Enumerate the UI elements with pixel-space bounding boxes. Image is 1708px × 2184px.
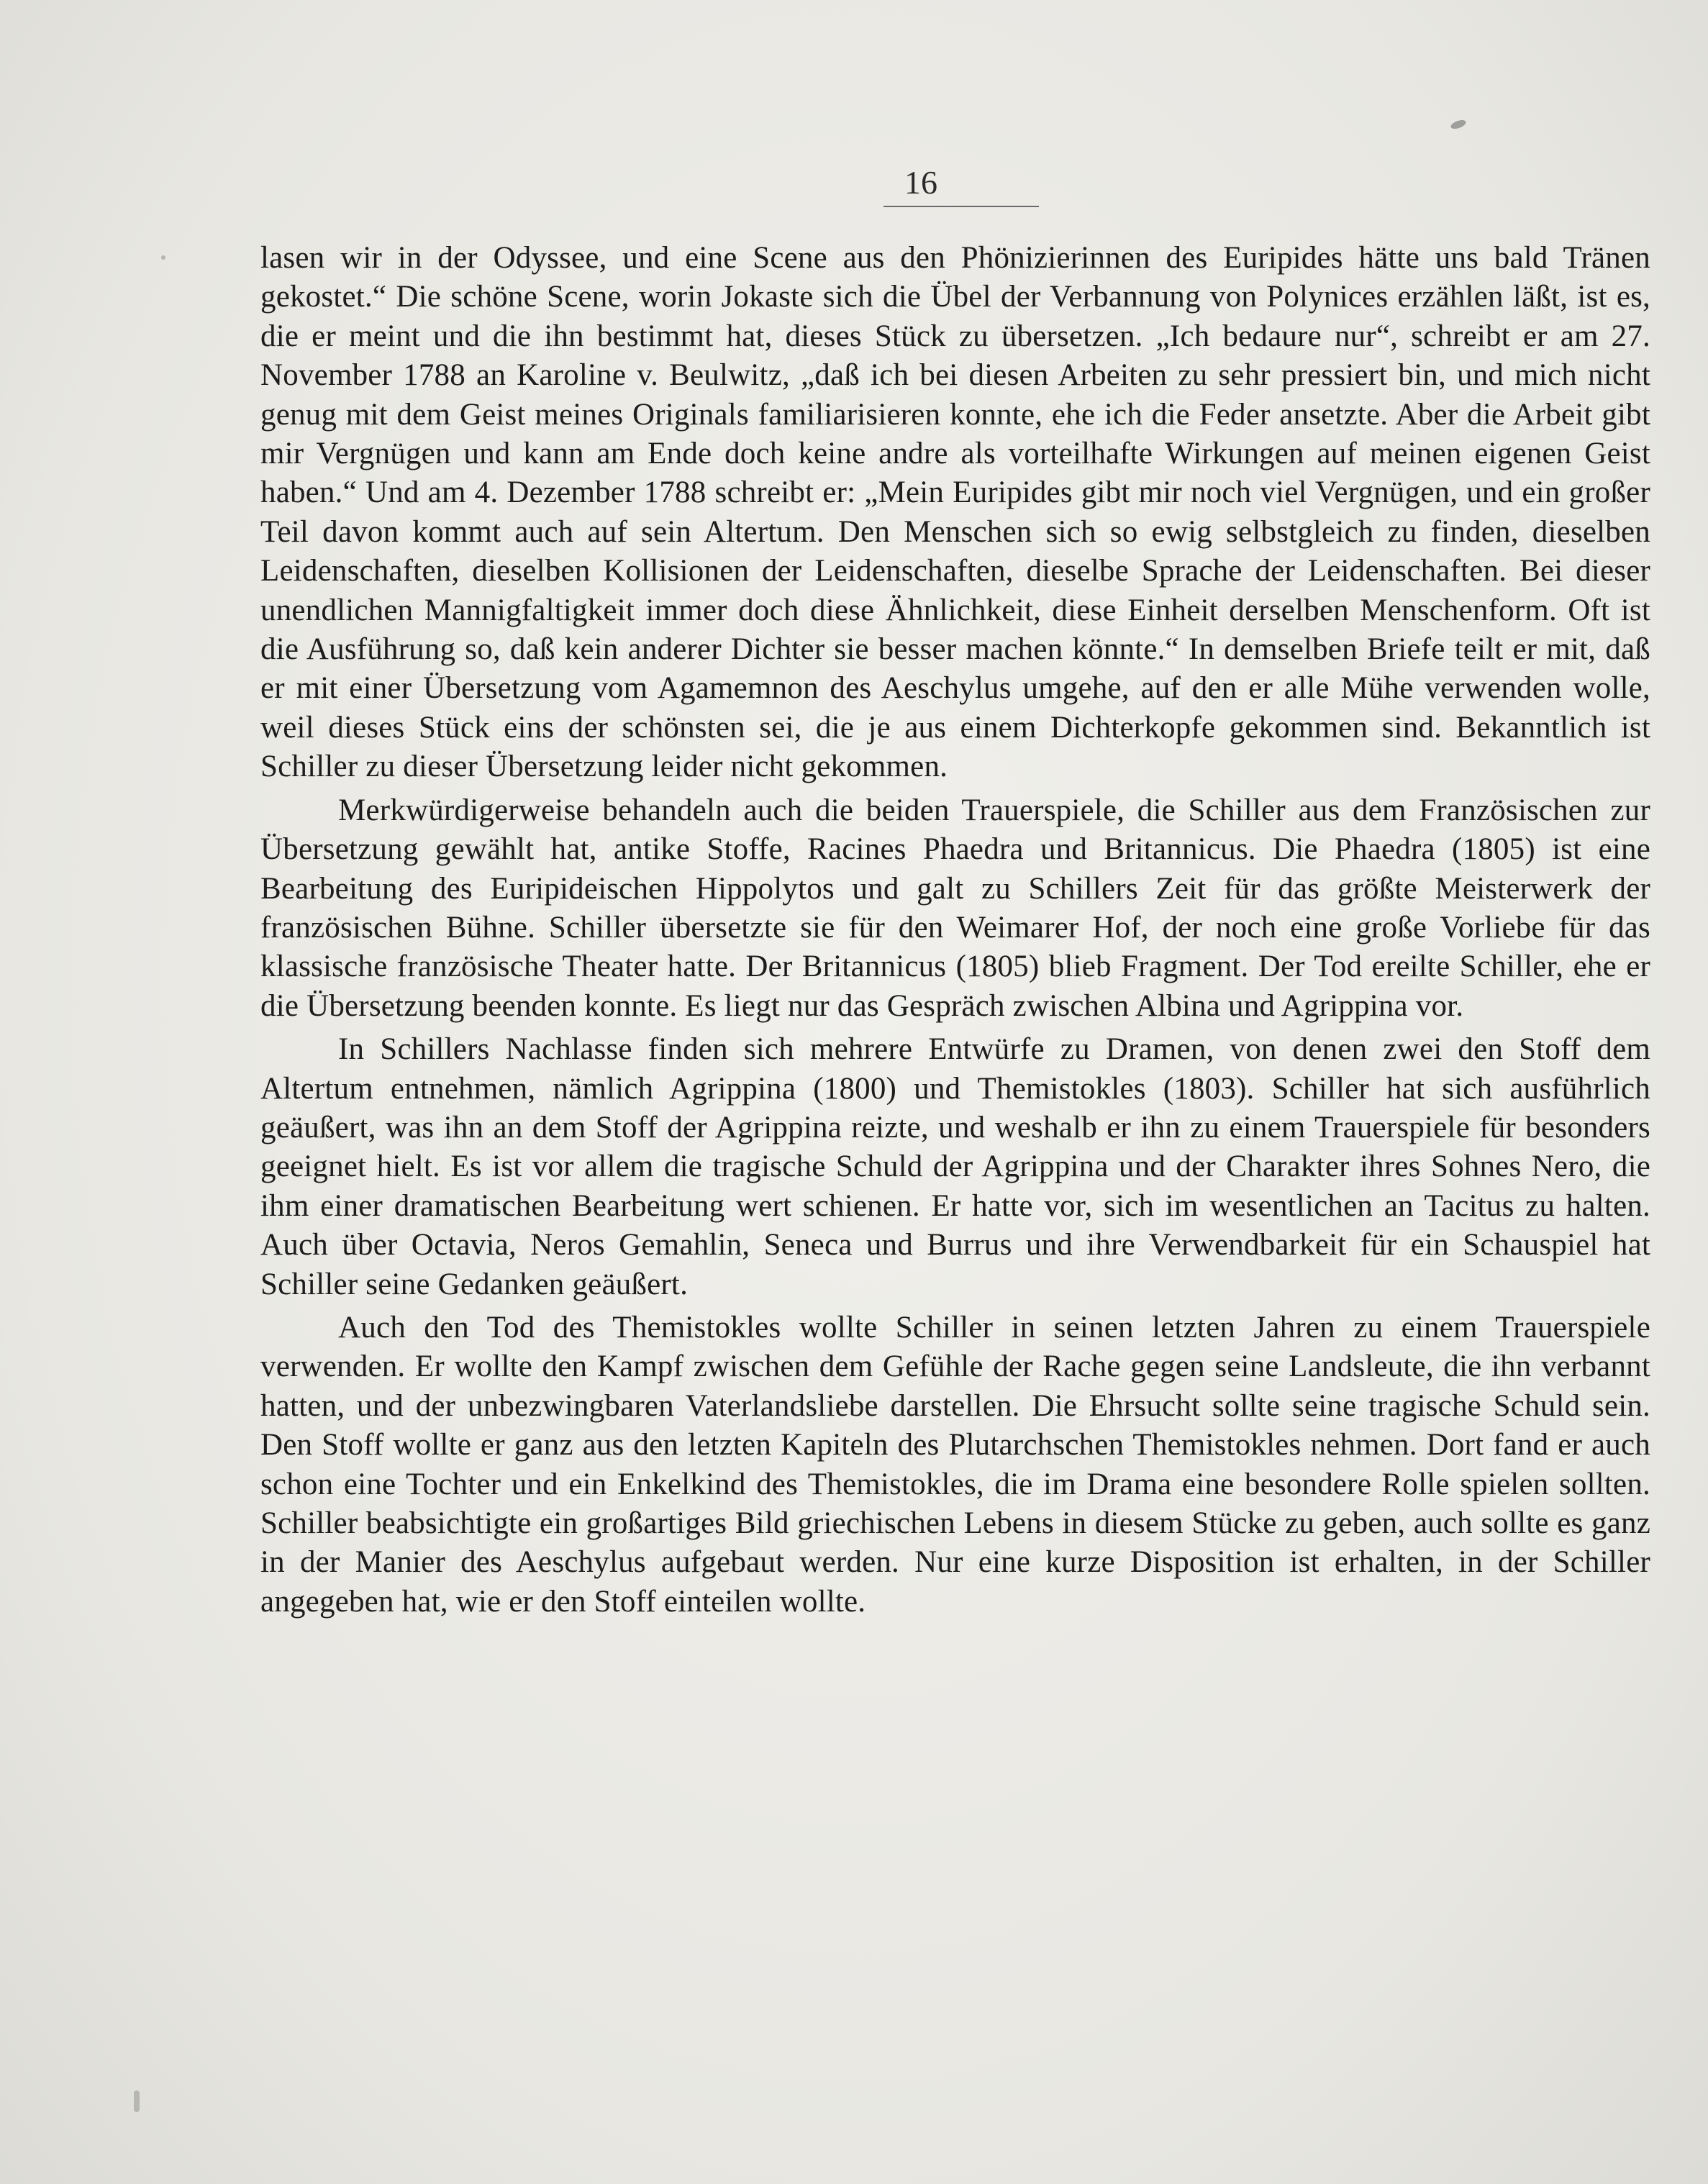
body-text [260,239,1650,1621]
paragraph-4: Auch den Tod des Themistokles wollte Schiller in seinen letzten Jahren zu einem Trauerspiele verwenden. Er wollte den Kampf zwischen dem Gefühle der Rache gegen seine Landsleute, die ihn verbannt hatten, und der unbezwingbaren Vaterlandsliebe darstellen. Die Ehrsucht sollte seine tragische Schuld sein. Den Stoff wollte er ganz aus den letzten Kapiteln des Plutarchschen Themistokles nehmen. Dort fand er auch schon eine Tochter und ein Enkelkind des Themistokles, die im Drama eine besondere Rolle spielen sollten. Schiller beabsichtigte ein großartiges Bild griechischen Lebens in diesem Stücke zu geben, auch sollte es ganz in der Manier des Aeschylus aufgebaut werden. Nur eine kurze Disposition ist erhalten, in der Schiller angegeben hat, wie er den Stoff einteilen wollte. [260,1310,1650,1619]
scan-speck-left [161,255,165,260]
scan-speck-top-right [1450,119,1467,131]
paragraph-1: lasen wir in der Odyssee, und eine Scene aus den Phönizierinnen des Euripides hätte uns bald Tränen gekostet.“ Die schöne Scene, worin Jokaste sich die Übel der Verbannung von Polynices erzählen läßt, ist es, die er meint und die ihn bestimmt hat, dieses Stück zu übersetzen. „Ich bedaure nur“, schreibt er am 27. November 1788 an Karoline v. Beulwitz, „daß ich bei diesen Arbeiten zu sehr pressiert bin, und mich nicht genug mit dem Geist meines Originals familiarisieren konnte, ehe ich die Feder ansetzte. Aber die Arbeit gibt mir Vergnügen und kann am Ende doch keine andre als vorteilhafte Wirkungen auf meinen eigenen Geist haben.“ Und am 4. Dezember 1788 schreibt er: „Mein Euripides gibt mir noch viel Vergnügen, und ein großer Teil davon kommt auch auf sein Altertum. Den Menschen sich so ewig selbstgleich zu finden, dieselben Leidenschaften, dieselben Kollisionen der Leidenschaften, dieselbe Sprache der Leidenschaften. Bei dieser unendlichen Mannigfaltigkeit immer doch diese Ähnlichkeit, diese Einheit derselben Menschenform. Oft ist die Ausführung so, daß kein anderer Dichter sie besser machen könnte.“ In demselben Briefe teilt er mit, daß er mit einer Übersetzung vom Agamemnon des Aeschylus umgehe, auf den er alle Mühe verwenden wolle, weil dieses Stück eins der schönsten sei, die je aus einem Dichterkopfe gekommen sind. Bekanntlich ist Schiller zu dieser Übersetzung leider nicht gekommen. [260,241,1650,784]
scan-speck-bottom-left [134,2090,140,2112]
paragraph-3: In Schillers Nachlasse finden sich mehrere Entwürfe zu Dramen, von denen zwei den Stoff dem Altertum entnehmen, nämlich Agrippina (1800) und Themistokles (1803). Schiller hat sich ausführlich geäußert, was ihn an dem Stoff der Agrippina reizte, und weshalb er ihn zu einem Trauerspiele für besonders geeignet hielt. Es ist vor allem die tragische Schuld der Agrippina und der Charakter ihres Sohnes Nero, die ihm einer dramatischen Bearbeitung wert schienen. Er hatte vor, sich im wesentlichen an Tacitus zu halten. Auch über Octavia, Neros Gemahlin, Seneca und Burrus und ihre Verwendbarkeit für ein Schauspiel hat Schiller seine Gedanken geäußert. [260,1032,1650,1301]
page-number-rule [883,206,1039,207]
page-number: 16 [904,164,937,201]
paragraph-2: Merkwürdigerweise behandeln auch die beiden Trauerspiele, die Schiller aus dem Französischen zur Übersetzung gewählt hat, antike Stoffe, Racines Phaedra und Britannicus. Die Phaedra (1805) ist eine Bearbeitung des Euripideischen Hippolytos und galt zu Schillers Zeit für das größte Meisterwerk der französischen Bühne. Schiller übersetzte sie für den Weimarer Hof, der noch eine große Vorliebe für das klassische französische Theater hatte. Der Britannicus (1805) blieb Fragment. Der Tod ereilte Schiller, ehe er die Übersetzung beenden konnte. Es liegt nur das Gespräch zwischen Albina und Agrippina vor. [260,793,1650,1023]
